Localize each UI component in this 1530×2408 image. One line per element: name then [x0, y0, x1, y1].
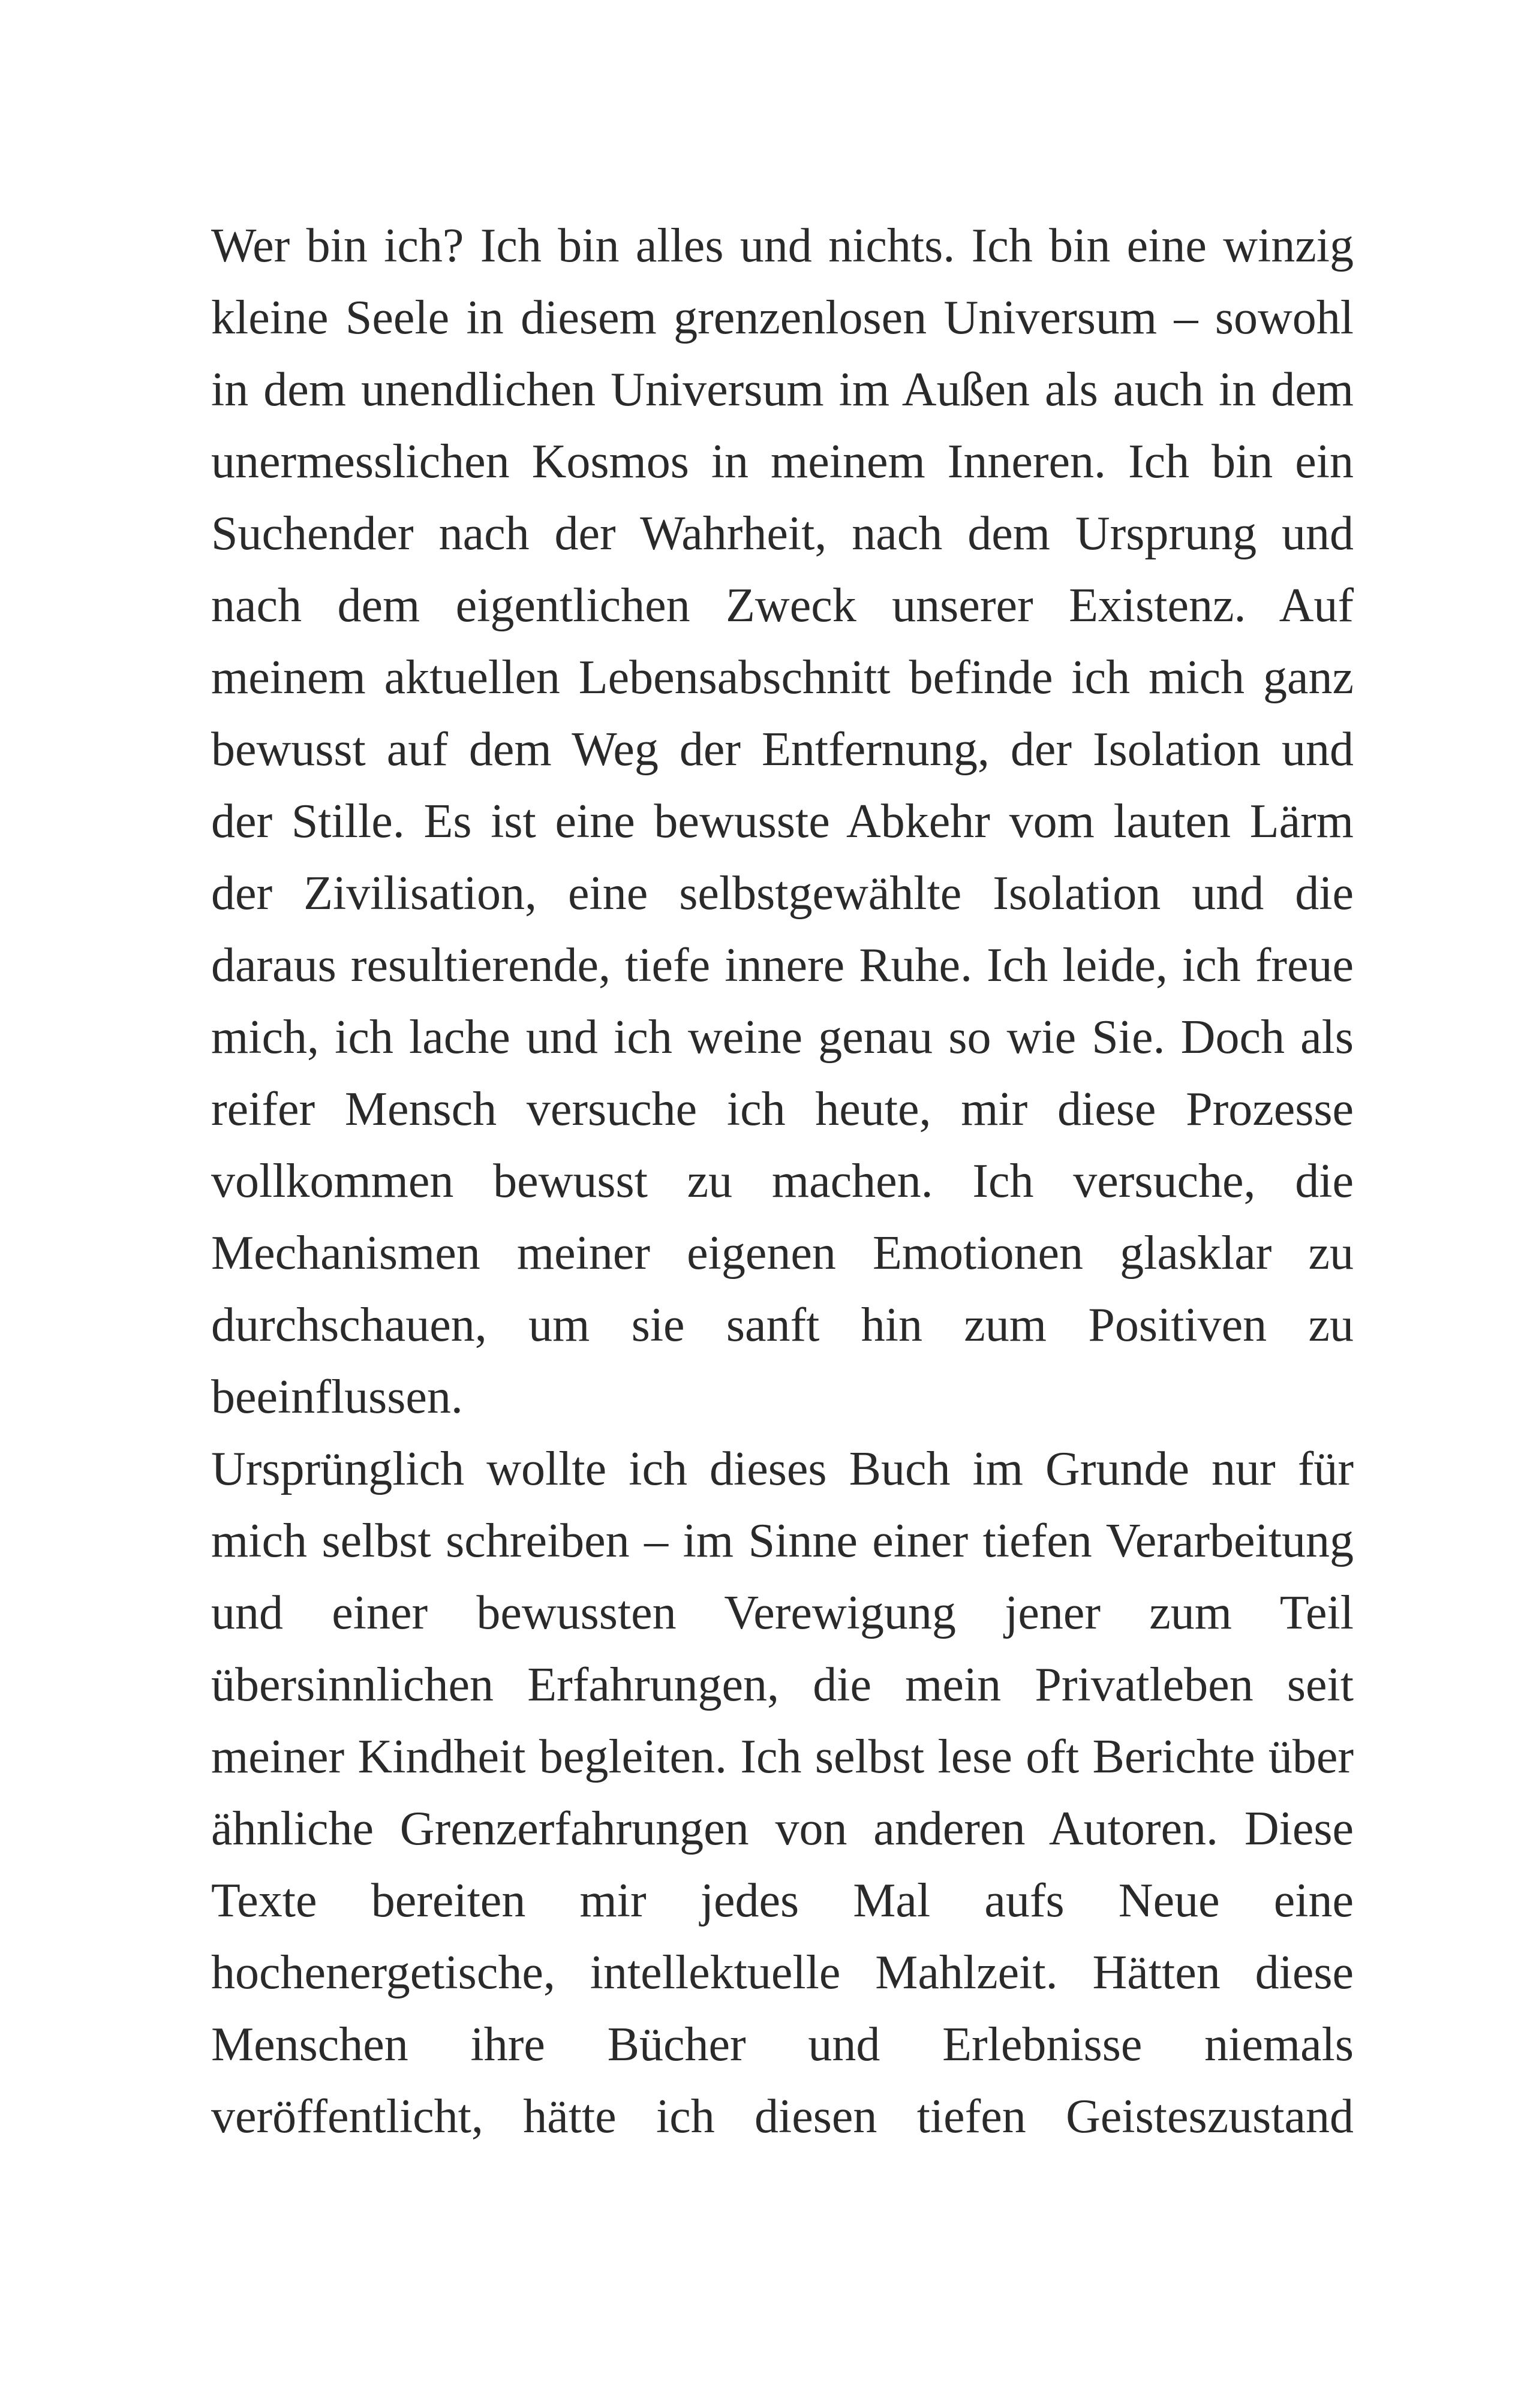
text-line: meiner Kindheit begleiten. Ich selbst lese oft Berichte über — [211, 1730, 1354, 1783]
text-line: Mechanismen meiner eigenen Emotionen glasklar zu — [211, 1227, 1354, 1280]
text-line: übersinnlichen Erfahrungen, die mein Privatleben seit — [211, 1658, 1354, 1711]
text-line: in dem unendlichen Universum im Außen als auch in dem — [211, 363, 1354, 416]
text-line: meinem aktuellen Lebensabschnitt befinde ich mich ganz — [211, 651, 1354, 704]
text-line: vollkommen bewusst zu machen. Ich versuche, die — [211, 1155, 1354, 1208]
text-line: durchschauen, um sie sanft hin zum Positiven zu — [211, 1299, 1354, 1352]
text-line: nach dem eigentlichen Zweck unserer Existenz. Auf — [211, 579, 1354, 632]
text-line: kleine Seele in diesem grenzenlosen Universum – sowohl — [211, 291, 1354, 344]
text-line: der Zivilisation, eine selbstgewählte Isolation und die — [211, 867, 1354, 920]
text-line: Texte bereiten mir jedes Mal aufs Neue eine — [211, 1874, 1354, 1927]
text-line: reifer Mensch versuche ich heute, mir diese Prozesse — [211, 1083, 1354, 1136]
text-line: mich, ich lache und ich weine genau so wie Sie. Doch als — [211, 1011, 1354, 1064]
paragraph-2 — [211, 1433, 1354, 2153]
text-line: veröffentlicht, hätte ich diesen tiefen Geisteszustand — [211, 2090, 1354, 2143]
text-line: Ursprünglich wollte ich dieses Buch im Grunde nur für — [211, 1443, 1354, 1495]
text-line: bewusst auf dem Weg der Entfernung, der Isolation und — [211, 723, 1354, 776]
text-line: mich selbst schreiben – im Sinne einer tiefen Verarbeitung — [211, 1515, 1354, 1567]
text-line: Wer bin ich? Ich bin alles und nichts. Ich bin eine winzig — [211, 219, 1354, 272]
text-line: Menschen ihre Bücher und Erlebnisse niemals — [211, 2018, 1354, 2071]
text-line: unermesslichen Kosmos in meinem Inneren. Ich bin ein — [211, 435, 1354, 488]
text-line: daraus resultierende, tiefe innere Ruhe. Ich leide, ich freue — [211, 939, 1354, 992]
text-line: ähnliche Grenzerfahrungen von anderen Autoren. Diese — [211, 1802, 1354, 1855]
text-line: Suchender nach der Wahrheit, nach dem Ursprung und — [211, 507, 1354, 560]
text-line: und einer bewussten Verewigung jener zum Teil — [211, 1587, 1354, 1639]
text-line: hochenergetische, intellektuelle Mahlzeit. Hätten diese — [211, 1946, 1354, 1999]
text-line: der Stille. Es ist eine bewusste Abkehr vom lauten Lärm — [211, 795, 1354, 848]
text-line: beeinflussen. — [211, 1371, 463, 1423]
paragraph-1 — [211, 210, 1354, 1433]
body-text — [211, 210, 1354, 2153]
